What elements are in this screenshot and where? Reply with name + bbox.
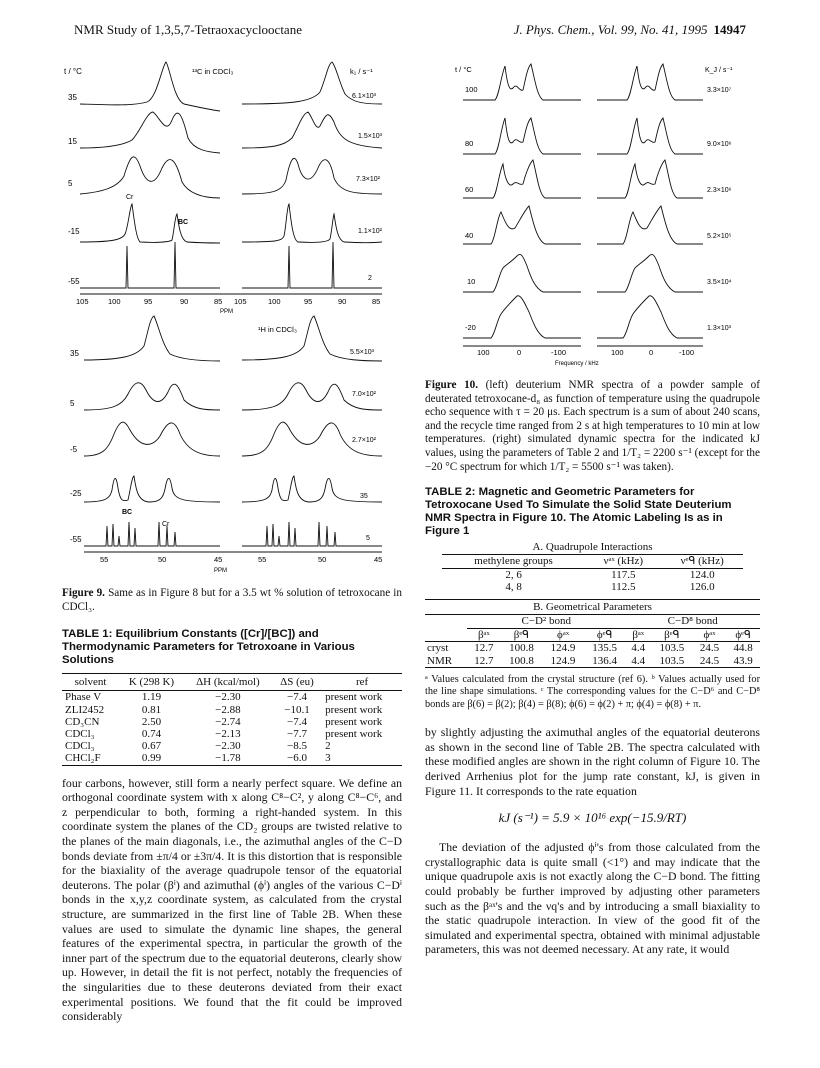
table-row bbox=[62, 728, 402, 740]
table-header-row bbox=[425, 628, 760, 641]
table-cell: 1.19 bbox=[141, 691, 162, 704]
column-group-header: C−D² bond bbox=[467, 615, 625, 628]
tick-label: 85 bbox=[214, 297, 223, 306]
spectrum-trace bbox=[597, 64, 703, 100]
fig9-temp: -25 bbox=[70, 489, 82, 498]
spectrum-trace bbox=[80, 204, 220, 243]
table-cell: 124.9 bbox=[550, 642, 576, 655]
fig9-rate: 1.5×10³ bbox=[358, 133, 382, 140]
table-cell: Phase V bbox=[65, 691, 102, 704]
fig10-experimental bbox=[463, 64, 581, 338]
table-2-title: TABLE 2: Magnetic and Geometric Parameters for Tetroxocane Used To Simulate the Solid State Deuterium NMR Spectra in Figure 10. The Atomic Labeling Is as in Figure 1 bbox=[425, 486, 732, 538]
column-header: methylene groups bbox=[474, 555, 553, 568]
fig9-h1-bc-label: BC bbox=[122, 509, 133, 516]
fig9-temp: -5 bbox=[70, 445, 78, 454]
fig9-temp: -55 bbox=[70, 535, 82, 544]
table-row bbox=[442, 581, 744, 593]
table-cell: 0.81 bbox=[141, 703, 162, 716]
table-cell: present work bbox=[325, 703, 383, 716]
fig10-rate: 3.5×10⁴ bbox=[707, 279, 732, 286]
left-column bbox=[62, 56, 402, 1024]
fig10-temp: 10 bbox=[467, 277, 476, 286]
fig9-rate: 2.7×10² bbox=[352, 437, 376, 444]
fig9-h1-ticks bbox=[100, 555, 382, 574]
table-cell: 117.5 bbox=[611, 568, 636, 581]
tick-label: 105 bbox=[76, 297, 89, 306]
tick-label: 95 bbox=[144, 297, 153, 306]
tick-label: 100 bbox=[268, 297, 281, 306]
table-cell: −2.88 bbox=[215, 703, 241, 716]
table-cell: 124.0 bbox=[689, 568, 715, 581]
fig9-k-label: k₁ / s⁻¹ bbox=[350, 67, 373, 76]
table-row bbox=[62, 740, 402, 752]
spectrum-trace bbox=[463, 160, 581, 198]
spectrum-trace bbox=[84, 383, 220, 410]
fig10-rate: 2.3×10⁶ bbox=[707, 187, 732, 194]
spectrum-trace bbox=[242, 522, 382, 546]
table-cell: ZLI2452 bbox=[65, 703, 105, 716]
fig9-h1-cr-label: Cr bbox=[162, 521, 170, 528]
fig9-temp: -55 bbox=[68, 277, 80, 286]
spectrum-trace bbox=[80, 112, 220, 153]
spectrum-trace bbox=[84, 476, 220, 502]
rate-equation: kJ (s⁻¹) = 5.9 × 10¹⁶ exp(−15.9/RT) bbox=[498, 810, 687, 826]
table-cell: 43.9 bbox=[733, 654, 753, 667]
right-body-text-2: The deviation of the adjusted ϕⁱ's from those calculated from the crystallographic data is quite small (<1°) and may indicate that the unique quadrupole axis is not exactly along the C−D bond. The fitting could probably be further improved by adjusting other parameters such as the βᵃˣ's and the νq's and by introducing a small biaxiality to the static quadrupole interaction. In view of the good fit of the simulated and experimental spectra, obtained with minimal adjustable parameters, this was not deemed necessary. At any rate, it would bbox=[425, 840, 760, 957]
fig10-temp: 100 bbox=[465, 85, 478, 94]
table-cell: 112.5 bbox=[611, 580, 636, 593]
fig9-h1-experimental bbox=[84, 316, 220, 546]
fig10-rate: 5.2×10⁵ bbox=[707, 233, 732, 240]
tick-label: 85 bbox=[372, 297, 381, 306]
table-cell: 100.8 bbox=[509, 642, 534, 655]
table-cell: CDCl₃ bbox=[65, 740, 95, 753]
fig10-temps bbox=[465, 85, 478, 332]
spectrum-trace bbox=[80, 157, 220, 198]
fig9-temp: 35 bbox=[68, 93, 77, 102]
column-header: βᵃˣ bbox=[632, 628, 645, 641]
tick-label: 50 bbox=[158, 555, 167, 564]
table-cell: −2.74 bbox=[215, 715, 241, 728]
fig10-simulated bbox=[597, 64, 703, 338]
spectrum-trace bbox=[463, 64, 581, 100]
table-cell: 12.7 bbox=[474, 642, 494, 655]
spectrum-trace bbox=[597, 254, 703, 292]
spectrum-trace bbox=[597, 296, 703, 338]
table-1-body bbox=[62, 691, 402, 765]
table-row bbox=[425, 655, 760, 668]
fig10-temp: -20 bbox=[465, 323, 476, 332]
column-header: ref bbox=[355, 676, 369, 689]
column-header: βᵉᑫ bbox=[513, 628, 530, 641]
fig9-cr-label: Cr bbox=[126, 194, 134, 201]
table-cell: −2.30 bbox=[215, 691, 241, 704]
tick-label: 105 bbox=[234, 297, 247, 306]
spectrum-trace bbox=[242, 242, 382, 288]
table-cell: CDCl₃ bbox=[65, 728, 95, 740]
column-header: K (298 K) bbox=[128, 676, 175, 689]
table-cell: 2.50 bbox=[141, 715, 162, 728]
axis-unit: Frequency / kHz bbox=[555, 361, 599, 367]
spectrum-trace bbox=[463, 118, 581, 154]
tick-label: 50 bbox=[318, 555, 327, 564]
table-2-section-a: A. Quadrupole Interactions bbox=[532, 541, 653, 554]
table-cell: present work bbox=[325, 691, 383, 704]
journal-citation: J. Phys. Chem., Vol. 99, No. 41, 1995 14947 bbox=[513, 22, 746, 37]
spectrum-trace bbox=[80, 242, 220, 288]
tick-label: 100 bbox=[477, 348, 490, 357]
figure-9 bbox=[62, 56, 402, 578]
fig9-c13-nucleus: ¹³C in CDCl₃ bbox=[192, 67, 234, 76]
table-cell: 100.8 bbox=[509, 654, 534, 667]
table-cell: −7.4 bbox=[287, 715, 307, 728]
fig9-temp: 5 bbox=[70, 399, 75, 408]
spectrum-trace bbox=[463, 296, 581, 338]
fig10-rate: 3.3×10⁷ bbox=[707, 87, 732, 94]
table-cell: 135.5 bbox=[592, 642, 617, 655]
table-cell: 2, 6 bbox=[505, 568, 522, 581]
fig9-t-label: t / °C bbox=[64, 67, 82, 76]
fig9-c13-ticks bbox=[76, 297, 380, 315]
column-header: ϕᵃˣ bbox=[703, 628, 716, 641]
table-header-row bbox=[442, 555, 744, 568]
table-cell: 136.4 bbox=[592, 654, 617, 667]
fig9-h1-nucleus: ¹H in CDCl₃ bbox=[258, 325, 297, 334]
tick-label: 0 bbox=[517, 348, 522, 357]
table-cell: 24.5 bbox=[699, 642, 720, 655]
spectrum-trace bbox=[597, 206, 703, 244]
fig9-rate: 5.5×10³ bbox=[350, 349, 374, 356]
table-cell: −2.13 bbox=[215, 728, 241, 740]
fig9-temp: 35 bbox=[70, 349, 79, 358]
fig9-rate: 5 bbox=[366, 535, 370, 542]
table-2a-grid bbox=[442, 554, 744, 593]
fig9-temp: -15 bbox=[68, 227, 80, 236]
table-header-row bbox=[62, 674, 402, 691]
fig9-rate: 6.1×10³ bbox=[352, 93, 376, 100]
column-header: βᵃˣ bbox=[477, 628, 490, 641]
table-cell: 0.99 bbox=[141, 752, 162, 765]
right-body-text-1: by slightly adjusting the aximuthal angles of the equatorial deuterons as shown in the second line of Table 2B. The spectra calculated with these modified angles are shown in the right column of Figure 10. The derived Arrhenius plot for the jump rate constant, kJ, is given in Figure 11. It corresponds to the rate equation bbox=[425, 725, 760, 798]
spectrum-trace bbox=[84, 316, 220, 361]
table-cell: −7.4 bbox=[287, 691, 307, 704]
tick-label: 55 bbox=[258, 555, 267, 564]
table-row bbox=[62, 716, 402, 728]
table-cell: 12.7 bbox=[474, 654, 494, 667]
fig10-temp: 80 bbox=[465, 139, 474, 148]
table-cell: CD₃CN bbox=[65, 715, 100, 728]
table-cell: −6.0 bbox=[287, 752, 307, 765]
fig9-h1-rates bbox=[350, 349, 377, 542]
table-cell: 0.67 bbox=[141, 740, 162, 753]
tick-label: 45 bbox=[374, 555, 383, 564]
table-cell: −10.1 bbox=[284, 703, 310, 716]
fig10-rate: 1.3×10³ bbox=[707, 325, 731, 332]
column-header: ΔS (eu) bbox=[280, 676, 314, 689]
table-2-section-b: B. Geometrical Parameters bbox=[425, 599, 760, 614]
table-row bbox=[425, 642, 760, 655]
fig10-temp: 60 bbox=[465, 185, 474, 194]
fig10-rate: 9.0×10⁶ bbox=[707, 141, 732, 148]
spectrum-trace bbox=[597, 160, 703, 198]
table-row bbox=[62, 752, 402, 765]
tick-label: 90 bbox=[180, 297, 189, 306]
column-header: solvent bbox=[74, 676, 107, 689]
table-cell: 126.0 bbox=[689, 580, 715, 593]
table-cell: 24.5 bbox=[699, 654, 720, 667]
tick-label: -100 bbox=[551, 348, 567, 357]
fig10-ticks bbox=[477, 348, 694, 367]
table-row bbox=[62, 691, 402, 704]
table-2a-body bbox=[442, 568, 744, 593]
table-cell: 103.5 bbox=[659, 642, 685, 655]
running-title: NMR Study of 1,3,5,7-Tetraoxacyclooctane bbox=[74, 22, 302, 37]
table-group-row bbox=[425, 615, 760, 628]
axis-unit: PPM bbox=[220, 309, 234, 315]
fig9-c13-temps bbox=[68, 93, 80, 286]
fig10-t-label: t / °C bbox=[455, 65, 472, 74]
table-2 bbox=[425, 486, 760, 711]
fig9-rate: 7.3×10² bbox=[356, 176, 380, 183]
fig10-rates bbox=[707, 87, 732, 332]
fig9-c13-rates bbox=[352, 93, 383, 282]
table-2-footnote: ᵃ Values calculated from the crystal structure (ref 6). ᵇ Values actually used for the line shape simulations. ᶜ The corresponding values for the C−D⁶ and C−D⁸ bonds are β(6) = β(2); β(4) = β(8); ϕ(6) = ϕ(2) + π; ϕ(4) = ϕ(8) + π. bbox=[425, 674, 760, 710]
figure-10-caption: Figure 10. (left) deuterium NMR spectra of a powder sample of deuterated tetroxocane-d₈ as function of temperature using the quadrupole echo sequence with τ = 20 μs. Each spectrum is a sum of about 240 scans, and the recycle time ranged from 2 s at high temperatures to 10 min at low temperatures. (right) simulated dynamic spectra for the indicated kJ values, using the parameters of Table 2 and 1/T₂ = 2200 s⁻¹ (except for the −20 °C spectrum for which 1/T₂ = 5500 s⁻¹ was taken). bbox=[425, 379, 760, 473]
table-cell: 124.9 bbox=[550, 654, 576, 667]
page-number: 14947 bbox=[713, 22, 746, 37]
table-cell: 3 bbox=[325, 752, 331, 765]
tick-label: 90 bbox=[338, 297, 347, 306]
spectrum-trace bbox=[84, 522, 220, 546]
column-header: βᵉᑫ bbox=[664, 628, 680, 641]
table-cell: 103.5 bbox=[659, 654, 685, 667]
spectrum-trace bbox=[463, 254, 581, 292]
fig9-rate: 1.1×10² bbox=[358, 228, 382, 235]
table-cell: 44.8 bbox=[733, 642, 753, 655]
table-cell: cryst bbox=[427, 642, 449, 655]
table-cell: NMR bbox=[427, 654, 453, 667]
figure-10 bbox=[425, 56, 760, 368]
fig9-bc-label: BC bbox=[178, 219, 189, 226]
right-column bbox=[425, 56, 760, 957]
spectrum-trace bbox=[597, 118, 703, 154]
spectrum-trace bbox=[463, 206, 581, 244]
table-cell: 0.74 bbox=[141, 728, 162, 740]
fig9-c13-experimental bbox=[80, 62, 220, 288]
table-1-title: TABLE 1: Equilibrium Constants ([Cr]/[BC]) and Thermodynamic Parameters for Tetroxoane in Various Solutions bbox=[62, 628, 355, 667]
table-2b-grid bbox=[425, 614, 760, 668]
table-cell: CHCl₂F bbox=[65, 752, 101, 765]
table-cell: 4.4 bbox=[631, 654, 646, 667]
table-cell: −1.78 bbox=[215, 752, 241, 765]
table-cell: present work bbox=[325, 715, 383, 728]
column-header: ϕᵉᑫ bbox=[596, 628, 613, 641]
table-cell: 4, 8 bbox=[505, 580, 522, 593]
spectrum-trace bbox=[242, 112, 382, 148]
tick-label: 55 bbox=[100, 555, 109, 564]
table-cell: present work bbox=[325, 728, 383, 740]
axis-unit: PPM bbox=[214, 568, 228, 574]
spectrum-trace bbox=[84, 422, 220, 456]
fig9-h1-temps bbox=[70, 349, 82, 544]
fig9-rate: 7.0×10² bbox=[352, 391, 376, 398]
tick-label: 95 bbox=[304, 297, 313, 306]
fig10-temp: 40 bbox=[465, 231, 474, 240]
column-header: νᵃˣ (kHz) bbox=[603, 555, 644, 568]
table-row bbox=[442, 568, 744, 581]
fig10-k-label: K_J / s⁻¹ bbox=[705, 67, 733, 74]
fig9-rate: 2 bbox=[368, 275, 372, 282]
tick-label: 0 bbox=[649, 348, 654, 357]
table-cell: −2.30 bbox=[215, 740, 241, 753]
tick-label: 45 bbox=[214, 555, 223, 564]
column-header: ϕᵃˣ bbox=[557, 628, 570, 641]
table-cell: 4.4 bbox=[631, 642, 646, 655]
table-cell: −8.5 bbox=[287, 740, 307, 753]
figure-9-caption: Figure 9. Same as in Figure 8 but for a 3.5 wt % solution of tetroxocane in CDCl₃. bbox=[62, 587, 402, 613]
fig9-temp: 15 bbox=[68, 137, 77, 146]
fig9-temp: 5 bbox=[68, 179, 73, 188]
table-cell: −7.7 bbox=[287, 728, 307, 740]
column-header: νᵉᑫ (kHz) bbox=[680, 555, 724, 568]
column-header bbox=[425, 628, 467, 641]
table-2b-body bbox=[425, 642, 760, 668]
tick-label: -100 bbox=[679, 348, 695, 357]
table-row bbox=[62, 704, 402, 716]
column-header: ΔH (kcal/mol) bbox=[196, 676, 260, 689]
column-header: ϕᵉᑫ bbox=[735, 628, 751, 641]
fig9-rate: 35 bbox=[360, 493, 368, 500]
spectrum-trace bbox=[242, 204, 382, 243]
table-1 bbox=[62, 628, 402, 765]
table-1-grid bbox=[62, 673, 402, 765]
tick-label: 100 bbox=[108, 297, 121, 306]
tick-label: 100 bbox=[611, 348, 624, 357]
column-group-header: C−D⁸ bond bbox=[625, 615, 760, 628]
left-body-text: four carbons, however, still form a nearly perfect square. We define an orthogonal coordinate system with x along C⁸−C², y along C⁸−C⁶, and z perpendicular to both, forming a right-handed system. In this coordinate system the planes of the CD₂ groups are twisted relative to the planes of the main diagonals, i.e., the azimuthal angles of the C−D bonds deviate from ±π/4 or ±3π/4. It is this distortion that is responsible for the biaxiality of the average quadrupole tensor of the equatorial deuterons. The polar (βⁱ) and azimuthal (ϕⁱ) angles of the various C−Dⁱ bonds in the x,y,z coordinate system, as calculated from the crystal structure, are summarized in the first line of Table 2B. When these values are used to simulate the dynamic line shapes, the general features of the experimental spectra, in particular the growth of the inner part of the spectrum due to the equatorial deuterons, clearly show up. However, in detail the fit is not perfect, notably the frequencies of the singularities due to these deuterons deviated from their exact experimental positions. We found that the fit could be improved considerably bbox=[62, 775, 402, 1024]
table-cell: 2 bbox=[325, 740, 331, 753]
